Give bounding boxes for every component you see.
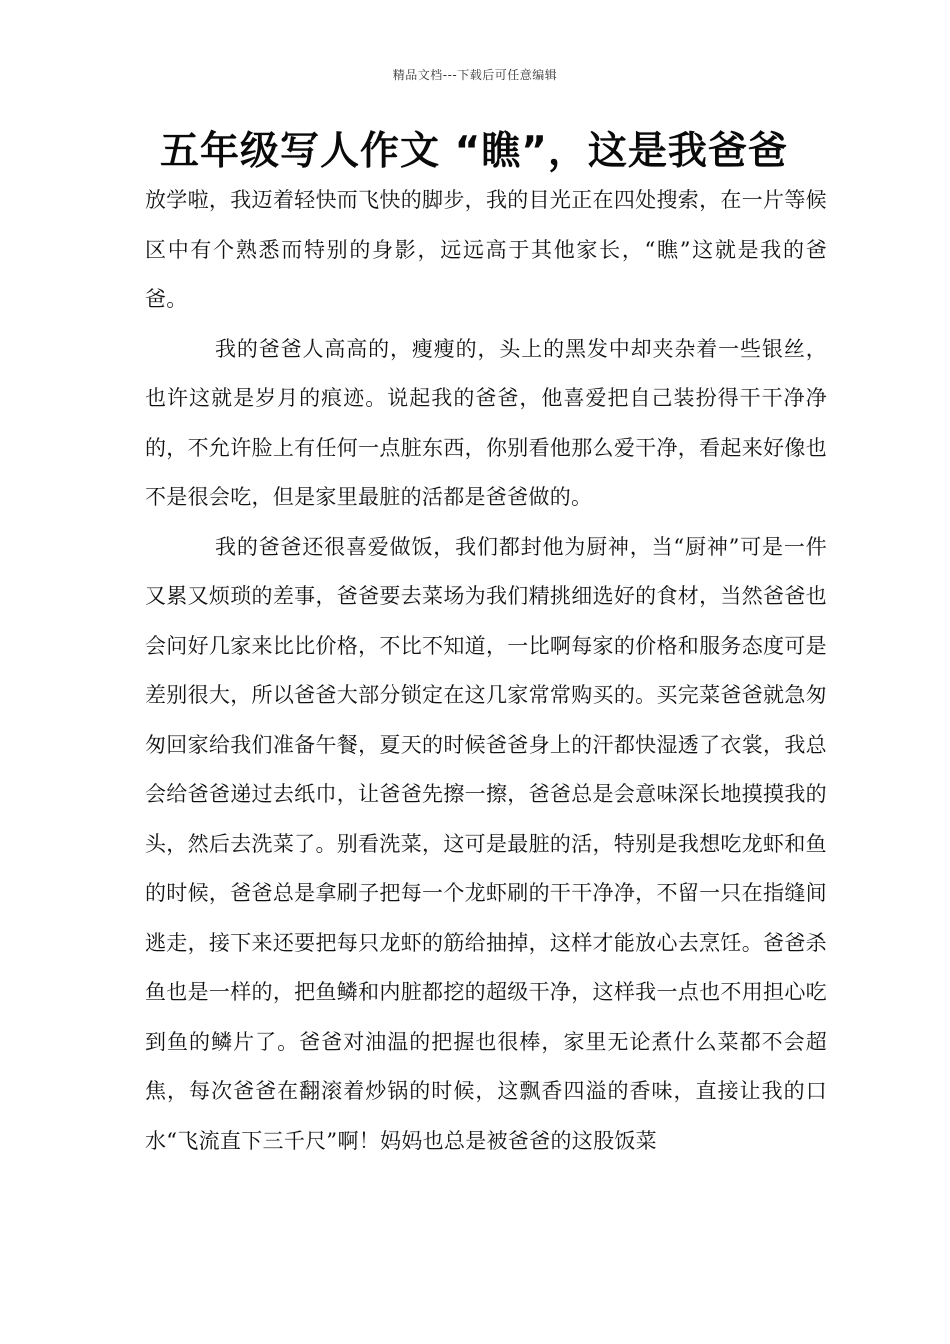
paragraph-2: 我的爸爸人高高的，瘦瘦的，头上的黑发中却夹杂着一些银丝，也许这就是岁月的痕迹。说起我的爸爸，他喜爱把自己装扮得干干净净的，不允许脸上有任何一点脏东西，你别看他那么爱干净，看起来好像也不是很会吃，但是家里最脏的活都是爸爸做的。: [145, 336, 827, 509]
document-body: [145, 176, 827, 1166]
document-title: 五年级写人作文 “瞧”，这是我爸爸: [160, 129, 788, 174]
page-header: 精品文档---下载后可任意编辑: [392, 68, 558, 82]
paragraph-1: 放学啦，我迈着轻快而飞快的脚步，我的目光正在四处搜索，在一片等候区中有个熟悉而特别的身影，远远高于其他家长，“瞧”这就是我的爸爸。: [145, 188, 827, 311]
paragraph-3: 我的爸爸还很喜爱做饭，我们都封他为厨神，当“厨神”可是一件又累又烦琐的差事，爸爸要去菜场为我们精挑细选好的食材，当然爸爸也会问好几家来比比价格，不比不知道，一比啊每家的价格和服务态度可是差别很大，所以爸爸大部分锁定在这几家常常购买的。买完菜爸爸就急匆匆回家给我们准备午餐，夏天的时候爸爸身上的汗都快湿透了衣裳，我总会给爸爸递过去纸巾，让爸爸先擦一擦，爸爸总是会意味深长地摸摸我的头，然后去洗菜了。别看洗菜，这可是最脏的活，特别是我想吃龙虾和鱼的时候，爸爸总是拿刷子把每一个龙虾刷的干干净净，不留一只在指缝间逃走，接下来还要把每只龙虾的筋给抽掉，这样才能放心去烹饪。爸爸杀鱼也是一样的，把鱼鳞和内脏都挖的超级干净，这样我一点也不用担心吃到鱼的鳞片了。爸爸对油温的把握也很棒，家里无论煮什么菜都不会超焦，每次爸爸在翻滚着炒锅的时候，这飘香四溢的香味，直接让我的口水“飞流直下三千尺”啊！妈妈也总是被爸爸的这股饭菜: [145, 534, 827, 1153]
